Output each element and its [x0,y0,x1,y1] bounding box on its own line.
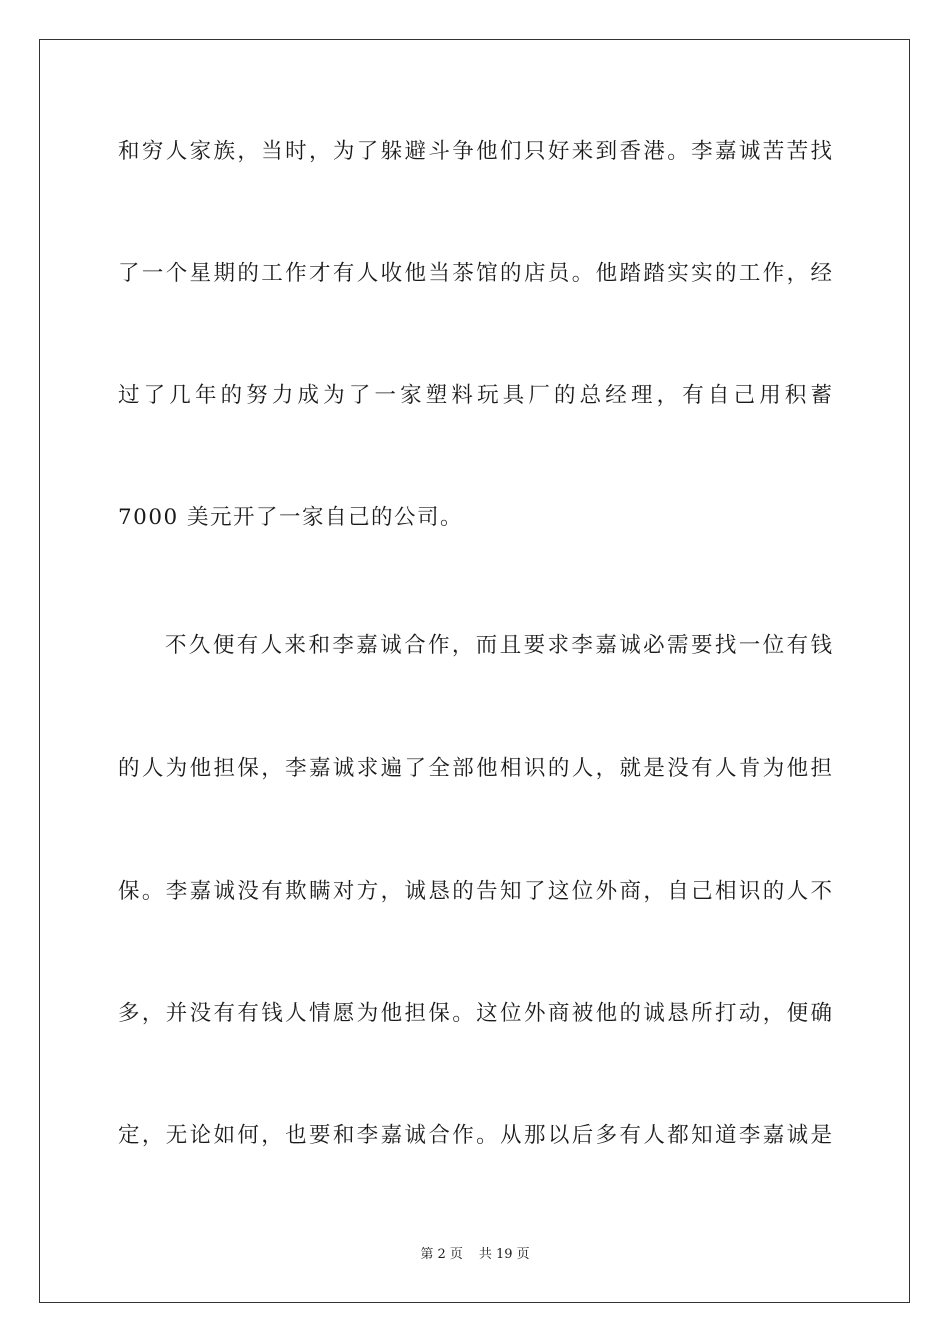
text-line: 过了几年的努力成为了一家塑料玩具厂的总经理，有自己用积蓄 [118,383,832,408]
text-line: 保。李嘉诚没有欺瞒对方，诚恳的告知了这位外商，自己相识的人不 [118,879,832,904]
text-line: 定，无论如何，也要和李嘉诚合作。从那以后多有人都知道李嘉诚是 [118,1123,832,1148]
text-line: 7000 美元开了一家自己的公司。 [118,505,464,530]
paragraph-first-line: 不久便有人来和李嘉诚合作，而且要求李嘉诚必需要找一位有钱 [165,633,832,658]
page-total: 共 19 页 [478,1247,530,1262]
page-border [39,39,910,1303]
text-line: 和穷人家族，当时，为了躲避斗争他们只好来到香港。李嘉诚苦苦找 [118,139,832,164]
page-number: 第 2 页 [420,1247,463,1262]
text-line: 了一个星期的工作才有人收他当茶馆的店员。他踏踏实实的工作，经 [118,261,832,286]
text-line: 的人为他担保，李嘉诚求遍了全部他相识的人，就是没有人肯为他担 [118,756,832,781]
page-footer [0,1246,950,1264]
text-line: 多，并没有有钱人情愿为他担保。这位外商被他的诚恳所打动，便确 [118,1001,832,1026]
